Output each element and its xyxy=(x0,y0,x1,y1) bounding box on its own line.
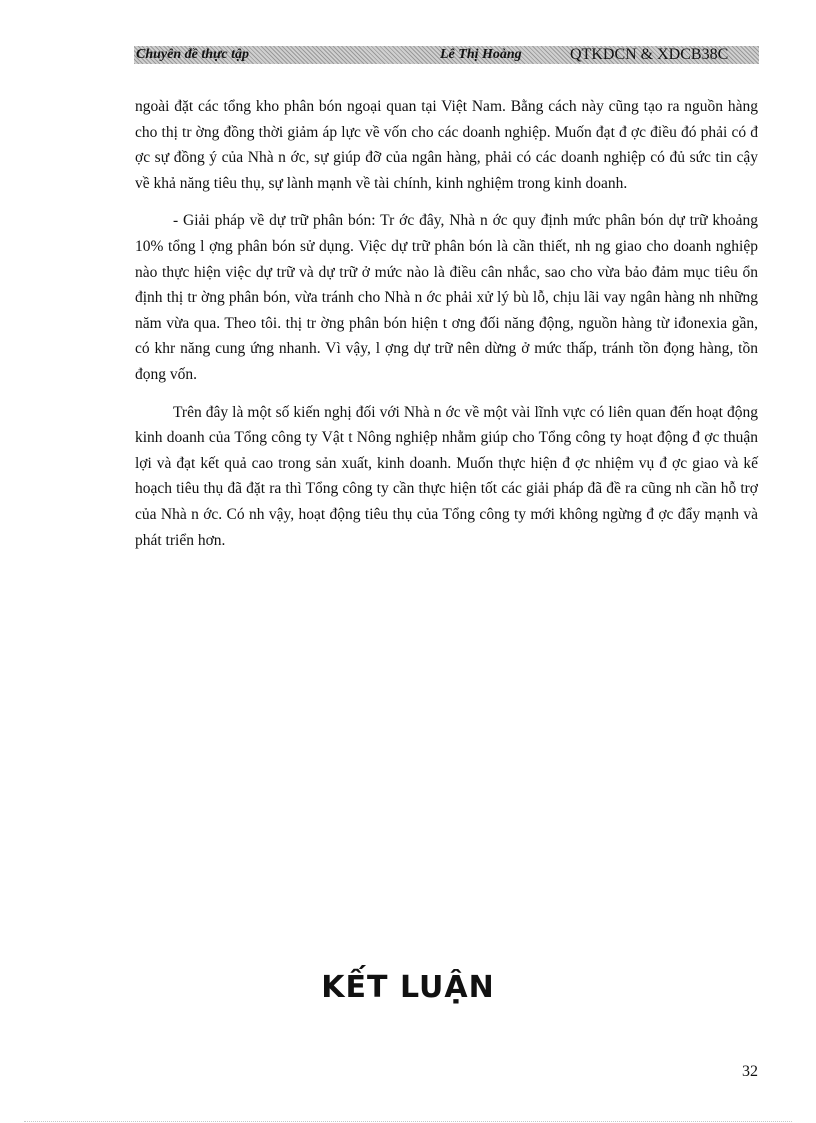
header-class: QTKDCN & XDCB38C xyxy=(570,46,729,63)
header-document-type: Chuyên đề thực tập xyxy=(136,47,250,62)
conclusion-heading: KẾT LUẬN xyxy=(321,970,495,1005)
paragraph-summary: Trên đây là một số kiến nghị đối với Nhà n ớc về một vài lĩnh vực có liên quan đến hoạt động kinh doanh của Tổng công ty Vật t Nông nghiệp nhằm giúp cho Tổng công ty hoạt động đ ợc thuận lợi và đạt kết quả cao trong sản xuất, kinh doanh. Muốn thực hiện đ ợc nhiệm vụ đ ợc giao và kế hoạch tiêu thụ đã đặt ra thì Tổng công ty cần thực hiện tốt các giải pháp đã đề ra cũng nh cần hỗ trợ của Nhà n ớc. Có nh vậy, hoạt động tiêu thụ của Tổng công ty mới không ngừng đ ợc đẩy mạnh và phát triển hơn. xyxy=(135,403,758,549)
page-number: 32 xyxy=(742,1063,758,1080)
header-author: Lê Thị Hoàng xyxy=(440,47,522,62)
paragraph-continuation: ngoài đặt các tổng kho phân bón ngoại quan tại Việt Nam. Bằng cách này cũng tạo ra nguồn hàng cho thị tr ờng đồng thời giảm áp lực về vốn cho các doanh nghiệp. Muốn đạt đ ợc điều đó phải có đ ợc sự đồng ý của Nhà n ớc, sự giúp đỡ của ngân hàng, phải có các doanh nghiệp có đủ sức tin cậy về khả năng tiêu thụ, sự lành mạnh về tài chính, kinh nghiệm trong kinh doanh. xyxy=(135,98,758,192)
bottom-divider xyxy=(24,1121,792,1122)
paragraph-reserve-solution: - Giải pháp về dự trữ phân bón: Tr ớc đây, Nhà n ớc quy định mức phân bón dự trữ khoảng 10% tổng l ợng phân bón sử dụng. Việc dự trữ phân bón là cần thiết, nh ng giao cho doanh nghiệp nào thực hiện việc dự trữ và dự trữ ở mức nào là điều cân nhắc, sao cho vừa bảo đảm mục tiêu ổn định thị tr ờng phân bón, vừa tránh cho Nhà n ớc phải xử lý bù lỗ, chịu lãi vay ngân hàng nh những năm vừa qua. Theo tôi. thị tr ờng phân bón hiện t ơng đối năng động, nguồn hàng từ iđonexia gần, có khr năng cung ứng nhanh. Vì vậy, l ợng dự trữ nên dừng ở mức thấp, tránh tồn đọng hàng, tồn đọng vốn. xyxy=(135,212,758,383)
body-text xyxy=(135,94,758,565)
